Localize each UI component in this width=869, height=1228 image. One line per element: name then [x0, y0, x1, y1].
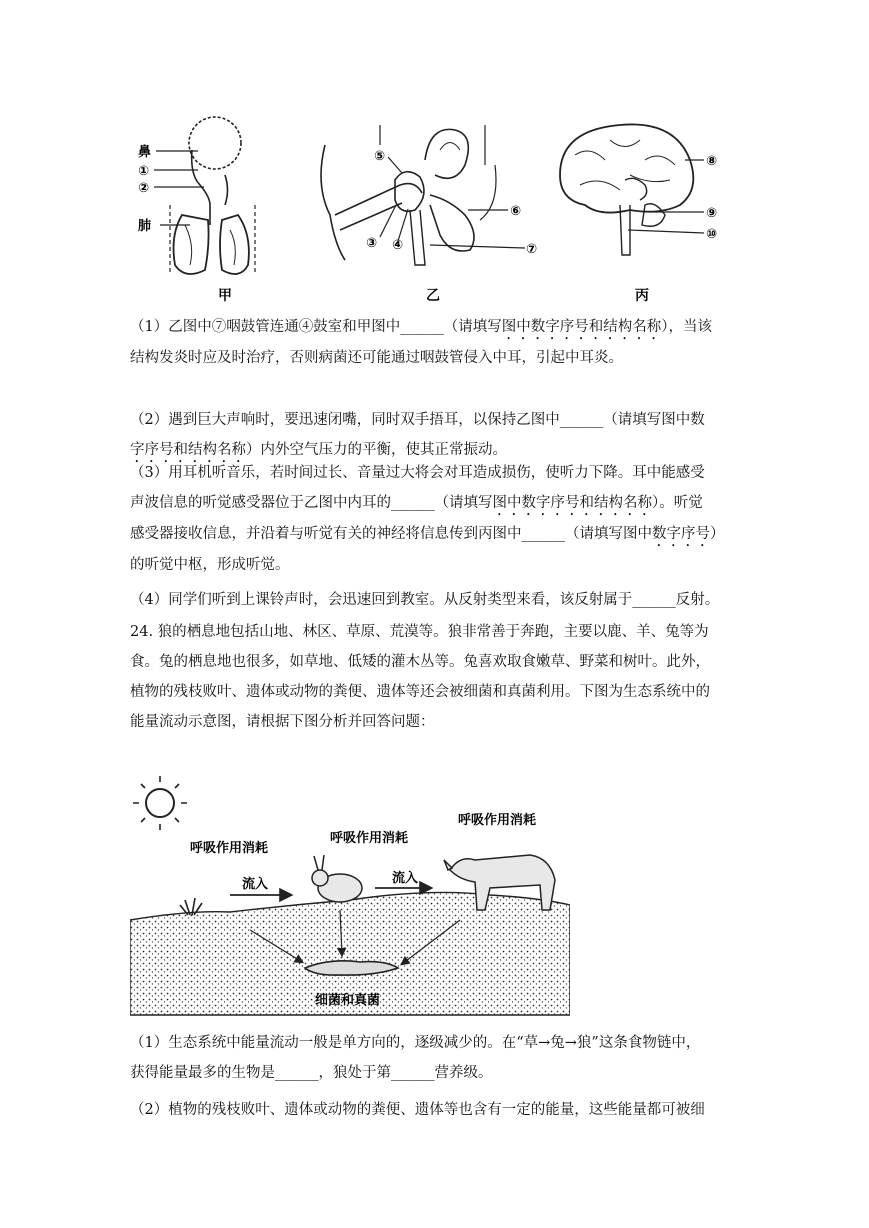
label-flow-2: 流入	[392, 871, 419, 886]
label-6: ⑥	[510, 204, 522, 219]
label-9: ⑨	[706, 206, 718, 221]
q23-part1: （1）乙图中⑦咽鼓管连通④鼓室和甲图中______（请填写图中数字序号和结构名称），当该 结构发炎时应及时治疗，否则病菌还可能通过咽鼓管侵入中耳，引起中耳炎。	[130, 319, 712, 366]
label-5: ⑤	[374, 149, 386, 164]
label-resp-2: 呼吸作用消耗	[330, 831, 409, 846]
label-lung: 肺	[138, 219, 152, 234]
label-resp-1: 呼吸作用消耗	[190, 841, 269, 856]
q23-part4: （4）同学们听到上课铃声时，会迅速回到教室。从反射类型来看，该反射属于______反射。	[130, 592, 720, 608]
label-resp-3: 呼吸作用消耗	[458, 813, 537, 828]
brain-diagram	[560, 124, 693, 255]
energy-flow-figure	[130, 770, 570, 1020]
label-1: ①	[138, 164, 150, 179]
label-7: ⑦	[526, 242, 538, 257]
sun-icon	[133, 776, 187, 830]
anatomy-figure	[130, 105, 750, 305]
q24-stem: 24. 狼的栖息地包括山地、林区、草原、荒漠等。狼非常善于奔跑，主要以鹿、羊、兔等为 食。兔的栖息地也很多，如草地、低矮的灌木丛等。兔喜欢取食嫩草、野菜和树叶。此外， 植物的残枝败叶、遗体或动物的粪便、遗体等还会被细菌和真菌利用。下图为生态系统中的 能量流动示意图，请根据下图分析并回答问题：	[130, 624, 710, 730]
caption-jia: 甲	[218, 288, 232, 304]
label-4: ④	[392, 238, 404, 253]
label-flow-1: 流入	[242, 877, 269, 892]
q23-part3: （3）用耳机听音乐，若时间过长、音量过大将会对耳造成损伤，使听力下降。耳中能感受 声波信息的听觉感受器位于乙图中内耳的______（请填写图中数字序号和结构名称）。听觉 感受器接收信息，并沿着与听觉有关的神经将信息传到丙图中______（请填写图中数字序号） 的听觉中枢，形成听觉。	[130, 465, 725, 573]
respiratory-system-diagram	[170, 117, 255, 275]
label-2: ②	[138, 181, 150, 196]
q23-part2: （2）遇到巨大声响时，要迅速闭嘴，同时双手捂耳，以保持乙图中______（请填写图中数 字序号和结构名称）内外空气压力的平衡，使其正常振动。	[130, 412, 705, 458]
caption-yi: 乙	[426, 288, 440, 304]
caption-bing: 丙	[635, 288, 649, 304]
label-10: ⑩	[706, 227, 718, 242]
rabbit-icon	[312, 855, 362, 902]
q24-part1: （1）生态系统中能量流动一般是单方向的，逐级减少的。在“草→兔→狼”这条食物链中， 获得能量最多的生物是______，狼处于第______营养级。	[130, 1035, 701, 1081]
label-nose: 鼻	[138, 145, 152, 160]
q24-part2: （2）植物的残枝败叶、遗体或动物的粪便、遗体等也含有一定的能量，这些能量都可被细	[130, 1102, 705, 1118]
label-8: ⑧	[706, 154, 718, 169]
label-decomposers: 细菌和真菌	[315, 993, 381, 1008]
label-3: ③	[366, 236, 378, 251]
ear-structure-diagram	[321, 125, 496, 265]
